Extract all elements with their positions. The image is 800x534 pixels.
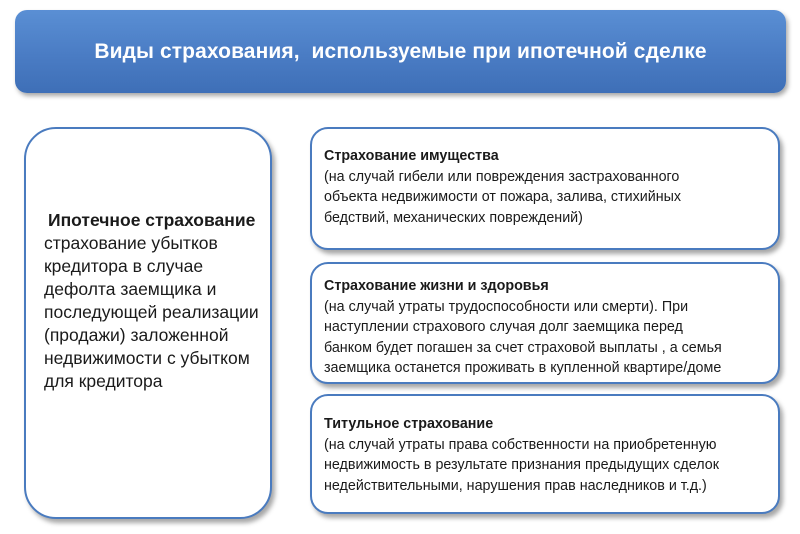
diagram-title: Виды страхования, используемые при ипотечной сделке <box>94 39 707 63</box>
title-insurance-title: Титульное страхование <box>324 416 494 432</box>
mortgage-insurance-description: страхование убытков кредитора в случае дефолта заемщика и последующей реализации (продажи) заложенной недвижимости с убытком для кредитора <box>44 233 259 391</box>
mortgage-insurance-content <box>44 209 262 393</box>
property-insurance-description: (на случай гибели или повреждения застрахованного объекта недвижимости от пожара, залива, стихийных бедствий, механических повреждений) <box>324 168 682 226</box>
life-health-insurance-card <box>310 262 780 384</box>
life-health-insurance-title: Страхование жизни и здоровья <box>324 278 549 294</box>
mortgage-insurance-heading: Ипотечное страхование <box>48 210 256 230</box>
property-insurance-title: Страхование имущества <box>324 148 499 164</box>
title-insurance-card <box>310 394 780 514</box>
title-insurance-description: (на случай утраты права собственности на приобретенную недвижимость в результате признания предыдущих сделок недействительными, нарушения прав наследников и т.д.) <box>324 436 719 494</box>
property-insurance-card <box>310 127 780 250</box>
title-banner <box>15 10 786 93</box>
mortgage-insurance-box <box>24 127 272 519</box>
life-health-insurance-description: (на случай утраты трудоспособности или смерти). При наступлении страхового случая долг заемщика перед банком будет погашен за счет страховой выплаты , а семья заемщика останется проживать в купленной квартире/доме <box>324 298 722 376</box>
